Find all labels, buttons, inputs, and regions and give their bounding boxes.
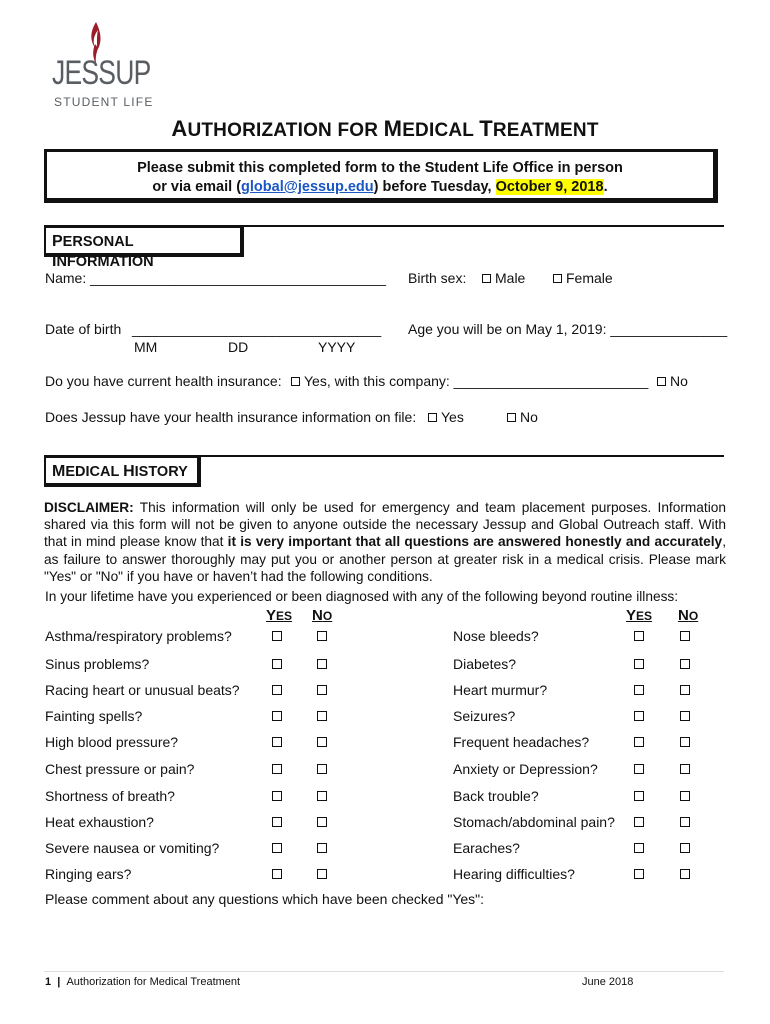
logo-subtitle: STUDENT LIFE — [54, 95, 154, 109]
condition-no-checkbox[interactable] — [680, 737, 690, 747]
condition-yes-checkbox[interactable] — [634, 764, 644, 774]
no-column-header-right: NO — [678, 607, 699, 624]
condition-label: Asthma/respiratory problems? — [45, 628, 232, 644]
birth-sex-label: Birth sex: — [408, 270, 467, 286]
condition-no-checkbox[interactable] — [317, 764, 327, 774]
condition-label: Shortness of breath? — [45, 788, 175, 804]
condition-no-checkbox[interactable] — [680, 764, 690, 774]
comment-prompt: Please comment about any questions which have been checked "Yes": — [45, 891, 485, 907]
condition-label: Anxiety or Depression? — [453, 761, 598, 777]
condition-yes-checkbox[interactable] — [634, 791, 644, 801]
condition-label: Heat exhaustion? — [45, 814, 154, 830]
condition-label: Racing heart or unusual beats? — [45, 682, 240, 698]
footer-divider — [44, 971, 724, 972]
yes-column-header-left: YES — [266, 607, 293, 624]
condition-yes-checkbox[interactable] — [634, 869, 644, 879]
condition-yes-checkbox[interactable] — [272, 659, 282, 669]
condition-no-checkbox[interactable] — [317, 791, 327, 801]
onfile-yes-checkbox[interactable]: Yes — [428, 409, 464, 425]
condition-no-checkbox[interactable] — [317, 659, 327, 669]
dob-mm-label: MM — [134, 339, 158, 355]
condition-yes-checkbox[interactable] — [272, 685, 282, 695]
condition-no-checkbox[interactable] — [317, 869, 327, 879]
condition-no-checkbox[interactable] — [680, 869, 690, 879]
age-field[interactable]: Age you will be on May 1, 2019: _______________ — [408, 321, 728, 337]
condition-no-checkbox[interactable] — [317, 843, 327, 853]
condition-label: High blood pressure? — [45, 734, 179, 750]
condition-yes-checkbox[interactable] — [272, 869, 282, 879]
male-checkbox[interactable]: Male — [482, 270, 525, 286]
comment-area[interactable] — [44, 910, 724, 965]
condition-no-checkbox[interactable] — [680, 817, 690, 827]
condition-yes-checkbox[interactable] — [634, 711, 644, 721]
condition-no-checkbox[interactable] — [680, 711, 690, 721]
condition-label: Diabetes? — [453, 656, 517, 672]
name-field[interactable]: Name: ______________________________________ — [45, 270, 386, 286]
condition-yes-checkbox[interactable] — [272, 843, 282, 853]
condition-no-checkbox[interactable] — [680, 659, 690, 669]
condition-no-checkbox[interactable] — [317, 817, 327, 827]
dob-label: Date of birth — [45, 321, 122, 337]
condition-label: Frequent headaches? — [453, 734, 590, 750]
onfile-no-checkbox[interactable]: No — [507, 409, 538, 425]
page-title: AUTHORIZATION FOR MEDICAL TREATMENT — [171, 116, 599, 141]
condition-label: Hearing difficulties? — [453, 866, 575, 882]
submission-notice — [44, 149, 718, 203]
condition-yes-checkbox[interactable] — [272, 817, 282, 827]
insurance-question: Do you have current health insurance: — [45, 373, 282, 389]
insurance-yes-checkbox[interactable]: Yes, with this company: _________________________ — [291, 373, 648, 389]
condition-label: Earaches? — [453, 840, 520, 856]
disclaimer-text: DISCLAIMER: This information will only be used for emergency and team placement purposes. Information shared via this form will not be given to anyone outside the necessary Jessup and Global Outreach staff. With that in mind please know that it is very important that all questions are answered honestly and accurately, as failure to answer thoroughly may put you or another person at greater risk in a medical crisis. Please mark "Yes" or "No" if you have or haven’t had the following conditions. — [44, 500, 726, 584]
condition-label: Seizures? — [453, 708, 516, 724]
condition-label: Ringing ears? — [45, 866, 132, 882]
condition-yes-checkbox[interactable] — [634, 737, 644, 747]
personal-info-heading: PERSONAL INFORMATION — [44, 226, 244, 257]
medical-history-heading: MEDICAL HISTORY — [44, 456, 201, 487]
condition-label: Heart murmur? — [453, 682, 548, 698]
condition-no-checkbox[interactable] — [317, 711, 327, 721]
condition-no-checkbox[interactable] — [317, 631, 327, 641]
condition-label: Nose bleeds? — [453, 628, 539, 644]
condition-label: Severe nausea or vomiting? — [45, 840, 220, 856]
yes-column-header-right: YES — [626, 607, 653, 624]
condition-yes-checkbox[interactable] — [634, 685, 644, 695]
logo-wordmark: JESSUP — [52, 54, 151, 92]
condition-yes-checkbox[interactable] — [272, 764, 282, 774]
condition-no-checkbox[interactable] — [317, 737, 327, 747]
insurance-no-checkbox[interactable]: No — [657, 373, 688, 389]
condition-label: Chest pressure or pain? — [45, 761, 195, 777]
email-link[interactable]: global@jessup.edu — [241, 179, 374, 195]
condition-no-checkbox[interactable] — [317, 685, 327, 695]
condition-label: Stomach/abdominal pain? — [453, 814, 615, 830]
condition-yes-checkbox[interactable] — [634, 817, 644, 827]
condition-no-checkbox[interactable] — [680, 843, 690, 853]
condition-no-checkbox[interactable] — [680, 791, 690, 801]
condition-yes-checkbox[interactable] — [272, 791, 282, 801]
condition-yes-checkbox[interactable] — [272, 711, 282, 721]
condition-yes-checkbox[interactable] — [272, 737, 282, 747]
condition-label: Sinus problems? — [45, 656, 150, 672]
condition-no-checkbox[interactable] — [680, 631, 690, 641]
deadline-date: October 9, 2018 — [495, 179, 604, 195]
dob-yyyy-label: YYYY — [318, 339, 356, 355]
condition-no-checkbox[interactable] — [680, 685, 690, 695]
onfile-question: Does Jessup have your health insurance information on file: — [45, 409, 417, 425]
notice-line-1: Please submit this completed form to the Student Life Office in person — [137, 160, 623, 176]
dob-field[interactable]: ________________________________ — [132, 321, 382, 337]
condition-label: Fainting spells? — [45, 708, 143, 724]
condition-yes-checkbox[interactable] — [272, 631, 282, 641]
condition-yes-checkbox[interactable] — [634, 843, 644, 853]
condition-yes-checkbox[interactable] — [634, 631, 644, 641]
condition-yes-checkbox[interactable] — [634, 659, 644, 669]
notice-line-2: or via email (global@jessup.edu) before Tuesday, October 9, 2018. — [152, 179, 608, 195]
lifetime-question: In your lifetime have you experienced or been diagnosed with any of the following beyond routine illness: — [45, 589, 679, 604]
dob-dd-label: DD — [228, 339, 249, 355]
condition-label: Back trouble? — [453, 788, 539, 804]
female-checkbox[interactable]: Female — [553, 270, 613, 286]
footer-date: June 2018 — [582, 976, 634, 988]
no-column-header-left: NO — [312, 607, 333, 624]
footer-left: 1 | Authorization for Medical Treatment — [45, 976, 241, 988]
